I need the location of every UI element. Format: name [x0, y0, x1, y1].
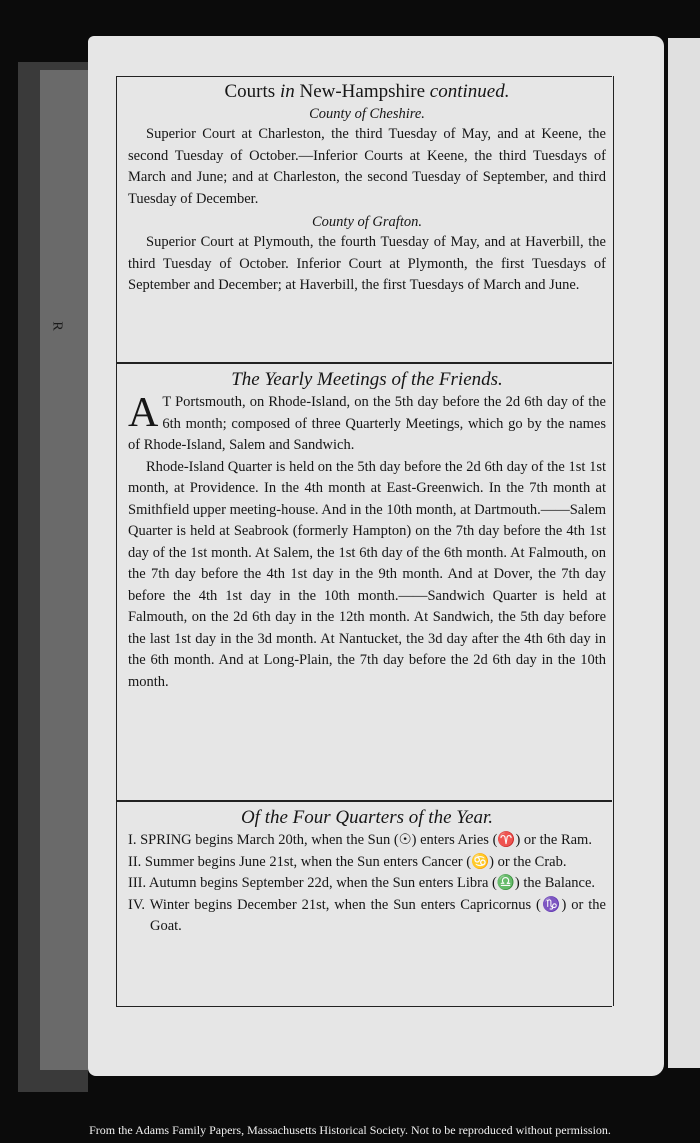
meetings-bottom-rule [116, 800, 612, 802]
top-rule [116, 76, 612, 77]
meetings-section [128, 368, 606, 693]
meetings-heading: The Yearly Meetings of the Friends. [231, 369, 503, 390]
county-cheshire-heading: County of Cheshire. [309, 106, 425, 122]
margin-mark: R [49, 321, 65, 331]
quarter-summer: II. Summer begins June 21st, when the Sun enters Cancer (♋) or the Crab. [128, 853, 567, 870]
quarters-section [128, 806, 606, 938]
next-page-edge [668, 38, 700, 1068]
courts-heading: Courts in New-Hampshire continued. [224, 81, 510, 102]
facing-page-inner [40, 70, 88, 1070]
courts-section [128, 80, 606, 297]
quarters-heading: Of the Four Quarters of the Year. [240, 807, 494, 828]
quarter-winter: IV. Winter begins December 21st, when the Sun enters Capricornus (♑) or the Goat. [128, 896, 606, 934]
courts-bottom-rule [116, 362, 612, 364]
meetings-paragraph-2: Rhode-Island Quarter is held on the 5th day before the 2d 6th day of the 1st 1st month, at Providence. In the 4th month at East-Greenwich. In the 7th month at Smithfield upper meeting-house. And in the 10th month, at Dartmouth.——Salem Quarter is held at Seabrook (formerly Hampton) on the 7th day before the 4th 1st day of the 1st month. At Salem, the 1st 6th day of the 6th month. At Falmouth, on the 7th day before the 4th 1st day in the 9th month. And at Dover, the 7th day before the 4th 1st day in the 10th month.——Sandwich Quarter is held at Falmouth, on the 2d 6th day in the 12th month. At Sandwich, the 5th day before the last 1st day in the 3d month. At Nantucket, the 3d day after the 4th 6th day in the 6th month. And at Long-Plain, the 7th day before the 2d 6th day in the 10th month. [128, 458, 606, 690]
county-grafton-text: Superior Court at Plymouth, the fourth Tuesday of May, and at Haverbill, the third Tuesday of October. Inferior Court at Plymonth, the first Tuesdays of September and December; at Haverbill, the first Tuesdays of March and June. [128, 234, 606, 293]
quarter-autumn: III. Autumn begins September 22d, when the Sun enters Libra (♎) the Balance. [128, 875, 596, 891]
copyright-footer: From the Adams Family Papers, Massachusetts Historical Society. Not to be reproduced without permission. [89, 1123, 611, 1137]
county-cheshire-text: Superior Court at Charleston, the third Tuesday of May, and at Keene, the second Tuesday of October.—Inferior Courts at Keene, the third Tuesdays of March and June; and at Charleston, the second Tuesday of September, and third Tuesday of December. [128, 126, 606, 207]
county-grafton-heading: County of Grafton. [312, 214, 422, 230]
quarter-spring: I. SPRING begins March 20th, when the Sun (☉) enters Aries (♈) or the Ram. [128, 832, 592, 848]
bottom-rule [116, 1006, 612, 1007]
meetings-paragraph-1: A T Portsmouth, on Rhode-Island, on the 5th day before the 2d 6th day of the 6th month; composed of three Quarterly Meetings, which go by the names of Rhode-Island, Salem and Sandwich. [128, 390, 606, 453]
drop-cap: A [128, 390, 159, 436]
